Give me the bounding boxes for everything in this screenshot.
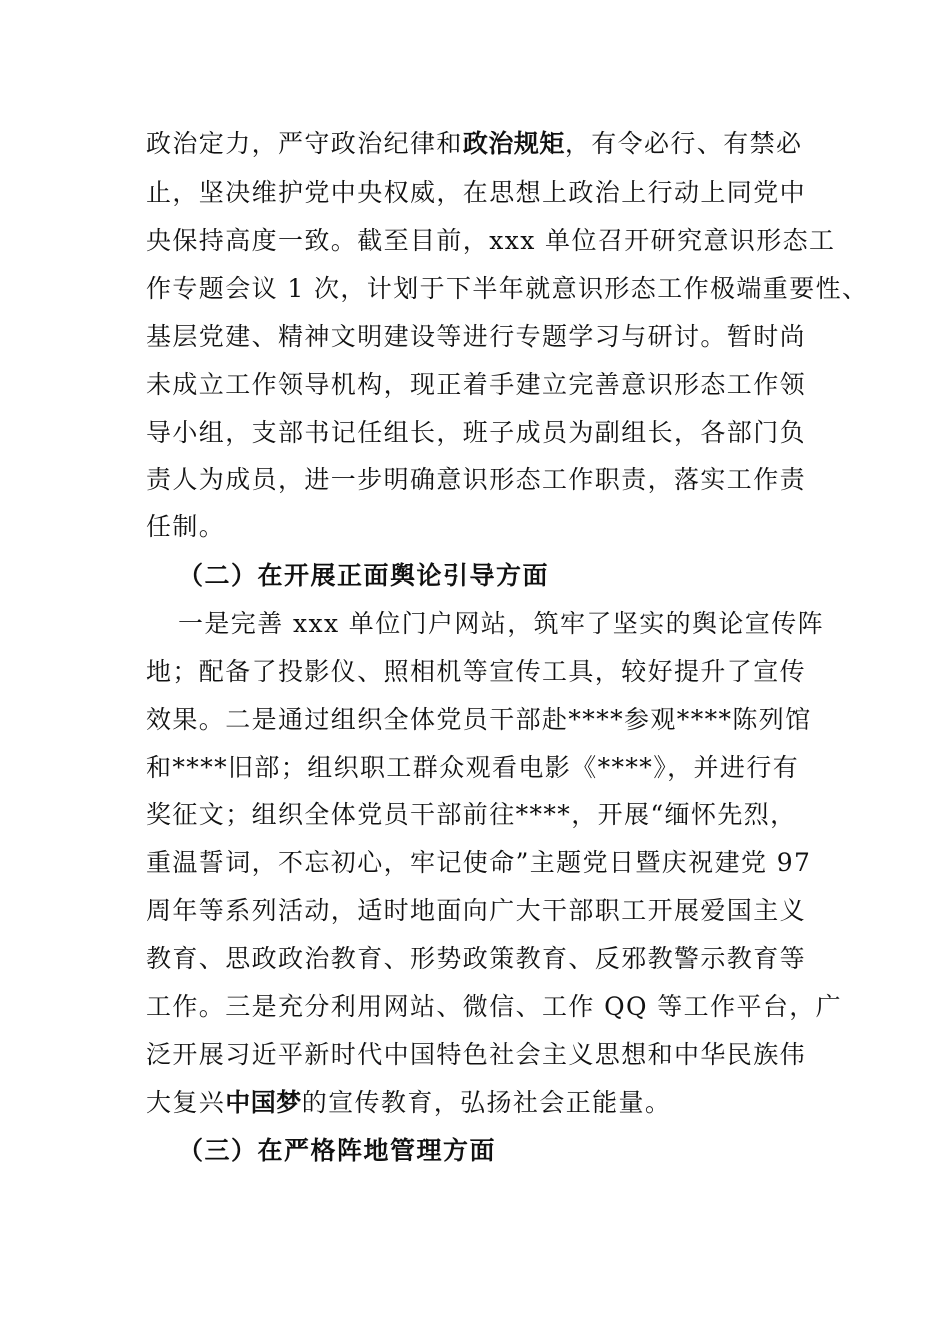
paragraph-line: 导小组，支部书记任组长，班子成员为副组长，各部门负: [146, 418, 807, 447]
paragraph-line: 政治定力，严守政治纪律和政治规矩，有令必行、有禁必: [146, 129, 803, 158]
paragraph-line: 止，坚决维护党中央权威，在思想上政治上行动上同党中: [146, 178, 807, 207]
paragraph-line: 任制。: [146, 512, 226, 541]
paragraph-line: 周年等系列活动，适时地面向广大干部职工开展爱国主义: [146, 896, 807, 925]
paragraph-line: 一是完善 xxx 单位门户网站，筑牢了坚实的舆论宣传阵: [178, 609, 824, 638]
paragraph-line: 央保持高度一致。截至目前，xxx 单位召开研究意识形态工: [146, 226, 836, 255]
paragraph-line: 奖征文；组织全体党员干部前往****，开展“缅怀先烈，: [146, 800, 797, 829]
paragraph-line: 作专题会议 1 次，计划于下半年就意识形态工作极端重要性、: [146, 274, 869, 303]
paragraph-line: 基层党建、精神文明建设等进行专题学习与研讨。暂时尚: [146, 322, 807, 351]
paragraph-line: 地；配备了投影仪、照相机等宣传工具，较好提升了宣传: [146, 657, 807, 686]
bold-phrase: 政治规矩: [462, 129, 565, 158]
paragraph-line: 泛开展习近平新时代中国特色社会主义思想和中华民族伟: [146, 1040, 807, 1069]
paragraph-line: 和****旧部；组织职工群众观看电影《****》，并进行有: [146, 753, 800, 782]
section-heading-2: （二）在开展正面舆论引导方面: [178, 561, 550, 590]
paragraph-line: 效果。二是通过组织全体党员干部赴****参观****陈列馆: [146, 705, 812, 734]
bold-phrase: 中国梦: [225, 1088, 302, 1117]
paragraph-line: 工作。三是充分利用网站、微信、工作 QQ 等工作平台，广: [146, 992, 843, 1021]
paragraph-line: 重温誓词，不忘初心，牢记使命”主题党日暨庆祝建党 97: [146, 848, 812, 877]
paragraph-line: 大复兴中国梦的宣传教育，弘扬社会正能量。: [146, 1088, 672, 1117]
paragraph-line: 教育、思政政治教育、形势政策教育、反邪教警示教育等: [146, 944, 807, 973]
paragraph-line: 责人为成员，进一步明确意识形态工作职责，落实工作责: [146, 465, 807, 494]
section-heading-3: （三）在严格阵地管理方面: [178, 1136, 497, 1165]
paragraph-line: 未成立工作领导机构，现正着手建立完善意识形态工作领: [146, 370, 807, 399]
